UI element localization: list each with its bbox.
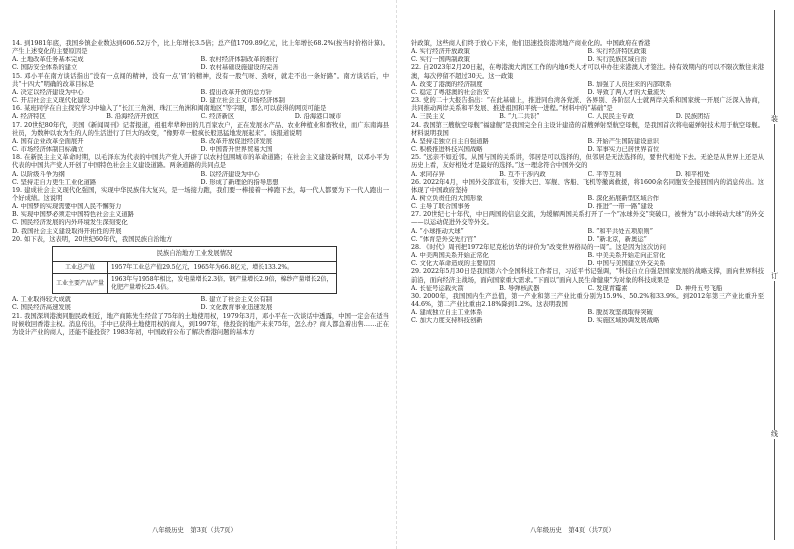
answer-option: D. 导致了两人才的大量流失 bbox=[587, 88, 666, 96]
answer-option: C. 加大力度支持科技创新 bbox=[411, 317, 483, 325]
answer-option: C. 文化大革命造成的主要原因 bbox=[411, 260, 496, 268]
question-block bbox=[411, 154, 764, 178]
option-list bbox=[411, 81, 764, 97]
answer-option: B. 沿海经济开放区 bbox=[106, 113, 159, 121]
answer-option: A. 求同存异 bbox=[411, 170, 445, 178]
answer-option: B. 实现中国梦必须走中国特色社会主义道路 bbox=[12, 211, 134, 219]
question-stem: 25. “远亲不如近邻。从国与国的关系讲，邻居是可以选择的，但邻居是无法选择的，要世代相处下去。无论是从世界上还是从历史上看，友好相处才是最好的选择。”这一理念符合中国外交的 bbox=[411, 154, 764, 170]
page-right bbox=[397, 0, 794, 549]
answer-option: A. 建成独立自主工业体系 bbox=[411, 309, 483, 317]
answer-option: B. 农村经济体制改革的推行 bbox=[200, 56, 279, 64]
answer-option: D. 和平相处 bbox=[675, 170, 710, 178]
table-row-text: 1957年工业总产值29.5亿元，1965年为66.8亿元，增长133.2%。 bbox=[108, 261, 337, 274]
question-stem: 21. 我国深圳港澳同胞民政相近，地产商陈先生经营了75年的土地使用权，1979年3月，邓小平在一次谈话中透露，中国一定会在适当时候收回香港主权。消息传出，手中已获得土地使用权的商人，到1997年，他投资的地产未来75年，怎么办？商人都急着出售……正在为设计产业的商人，还能不能投资？1983年初，中国政府公布了解决香港问题的基本方 bbox=[12, 312, 389, 336]
answer-option: A. 国有企业改革全面展开 bbox=[12, 137, 84, 145]
option-list bbox=[12, 203, 389, 236]
answer-option: B. 提出改革开放的总方针 bbox=[200, 88, 273, 96]
option-list bbox=[12, 89, 389, 105]
question-block bbox=[12, 122, 389, 155]
question-block bbox=[12, 105, 389, 121]
option-list bbox=[411, 228, 764, 244]
answer-option: A. 长征号运载火箭 bbox=[411, 284, 464, 292]
option-list bbox=[411, 171, 764, 179]
answer-option: D. 中国与美国建立外交关系 bbox=[587, 260, 666, 268]
answer-option: B. 深化拓展新型区域合作 bbox=[587, 194, 660, 202]
answer-option: B. 脱贫攻坚战取得突破 bbox=[587, 309, 653, 317]
question-stem: 24. 我国第三艘航空母舰“福建舰”是我国完全自主设计建造的首艘弹射型航空母舰，是我国首次将电磁弹射技术用于航空母舰。材料说明我国 bbox=[411, 121, 764, 137]
answer-option: B. 中美关系开始走向正常化 bbox=[587, 252, 666, 260]
question-block bbox=[12, 154, 389, 187]
answer-option: C. 国防安全体系的建立 bbox=[12, 64, 78, 72]
question-stem: 22. 自2023年2月20日起，在粤港澳大湾区工作的内地6类人才可以申办往来港澳人才签注。持有效期内的可以不限次数往来港澳，每次停留不超过30天。这一政策 bbox=[411, 64, 764, 80]
answer-option: A. 坚持走独立自主自强道路 bbox=[411, 137, 489, 145]
table-industry bbox=[52, 246, 337, 294]
table-caption-row bbox=[53, 246, 337, 261]
answer-option: C. 稳定了粤港澳的社会治安 bbox=[411, 88, 489, 96]
answer-option: B. 加强了人员往来的内部联系 bbox=[587, 80, 672, 88]
answer-option: C. 国民经济发展的内外环境发生深刻变化 bbox=[12, 219, 128, 227]
answer-option: B. 开始产生国防建设意识 bbox=[587, 137, 660, 145]
option-list bbox=[12, 171, 389, 187]
question-block bbox=[411, 268, 764, 292]
question-block bbox=[411, 97, 764, 121]
answer-option: B. “九二共识” bbox=[499, 113, 540, 121]
answer-option: D. 农村基础设施建设的完善 bbox=[200, 64, 279, 72]
answer-option: B. 以经济建设为中心 bbox=[200, 170, 260, 178]
answer-option: C. 发现青霉素 bbox=[587, 284, 628, 292]
question-block bbox=[12, 40, 389, 73]
question-stem: 23. 党的二十大报告指出：“在此基础上，推进同台湾各党派、各界别、各阶层人士就两岸关系和国家统一开展广泛深入协商，共同推动两岸关系和平发展、推进祖国和平统一进程。”材料中的“基础”是 bbox=[411, 97, 764, 113]
binding-mark: 装 bbox=[768, 115, 781, 124]
answer-option: D. 我国社会主义建设取得开拓性的开展 bbox=[12, 227, 122, 235]
answer-option: A. 决定以经济建设为中心 bbox=[12, 88, 84, 96]
answer-option: D. 中国晋升世界贸易大国 bbox=[200, 146, 273, 154]
answer-option: A. 改变了港澳的经济制度 bbox=[411, 80, 483, 88]
answer-option: D. 民族团结 bbox=[675, 113, 710, 121]
question-continuation bbox=[411, 40, 764, 64]
option-list bbox=[411, 113, 764, 121]
question-stem: 17. 20世纪80年代，美国《新闻周刊》记者报道，祖祖辈辈种田的几百家农户，正在发展水产品、农业种植业和畜牧业，而广东南海县社员，为数种以农为生的人的生活进行了巨大的改变，“像野草一般疯长般迅猛地发展起来”。该报道说明 bbox=[12, 121, 389, 137]
binding-line bbox=[763, 10, 787, 540]
question-stem: 20. 如下表，这表明，20世纪60年代，我国民族自治地方 bbox=[12, 235, 173, 243]
answer-option: D. 建立社会主义市场经济体制 bbox=[200, 97, 285, 105]
answer-option: A. 树立负责任的大国形象 bbox=[411, 194, 483, 202]
answer-option: C. 坚持走自力更生工业化道路 bbox=[12, 178, 97, 186]
question-block bbox=[12, 73, 389, 106]
answer-option: C. 市场经济体制目标确立 bbox=[12, 146, 84, 154]
question-stem: 19. 建成社会主义现代化强国，实现中华民族伟大复兴，是一场接力跑，我们要一棒接着一棒跑下去，每一代人都要为下一代人跑出一个好成绩。这说明 bbox=[12, 186, 389, 202]
answer-option: D. 实行民族区域自治 bbox=[587, 56, 647, 64]
question-block bbox=[411, 122, 764, 155]
option-list bbox=[411, 138, 764, 154]
question-stem: 14. 到1981年底，我国乡镇企业数达到606.52万个，比上年增长3.5倍；总产值1709.89亿元，比上年增长68.2%(按当时价格计算)。产生上述变化的主要原因是 bbox=[12, 40, 389, 56]
option-list bbox=[411, 285, 764, 293]
question-stem: 29. 2022年5月30日是我国第六个全国科技工作者日，习近平书记强调，“科技自立自强是国家发展的战略支撑，面向世界科技前沿，面向经济主战场，面向国家重大需求。”下面以“面向人民生命健康”为对象的科技成果是 bbox=[411, 268, 764, 284]
answer-option: A. 以阶级斗争为纲 bbox=[12, 170, 65, 178]
answer-option: C. 国民经济高速发展 bbox=[12, 304, 71, 312]
question-stem: 15. 邓小平在南方谈话指出“没有一点闯的精神，没有一点‘冒’的精神，没有一股气呀、劲呀，就走不出一条好路”。南方谈话后，中共“十四大”明确的改革目标是 bbox=[12, 72, 389, 88]
question-block bbox=[12, 313, 389, 337]
question-block bbox=[12, 187, 389, 236]
answer-option: D. 神舟五号飞船 bbox=[675, 284, 723, 292]
answer-option: B. 改革开放促进经济发展 bbox=[200, 137, 273, 145]
continuation-text: 针政策，这些商人们终于放心下来，他们迅速投资港湾地产商业化的。中国政府在香港 bbox=[411, 40, 651, 47]
footer-right: 八年级历史 第4页（共7页） bbox=[530, 526, 615, 534]
question-block bbox=[411, 179, 764, 212]
answer-option: D. 沿海港口城市 bbox=[294, 113, 342, 121]
answer-option: D. 文化教育事业迅速发展 bbox=[200, 304, 273, 312]
answer-option: A. 中美两国关系开始正常化 bbox=[411, 252, 489, 260]
table-row-label: 工业总产值 bbox=[53, 261, 108, 274]
option-list bbox=[12, 56, 389, 72]
answer-option: C. 积极推进科技兴国战略 bbox=[411, 146, 483, 154]
question-stem: 27. 20世纪七十年代，中日两国的信息交流，为缓解两国关系打开了一个“冰球外交”突破口，被誉为“以小球转动大球”的外交——以运动促进外交等外交。 bbox=[411, 211, 764, 227]
option-list bbox=[12, 296, 389, 312]
binding-mark: 订 bbox=[768, 272, 781, 281]
answer-option: A. 实行经济开放政策 bbox=[411, 48, 470, 56]
answer-option: A. 经济特区 bbox=[12, 113, 46, 121]
answer-option: A. 三民主义 bbox=[411, 113, 445, 121]
question-block bbox=[411, 293, 764, 326]
answer-option: A. 工业取得较大成就 bbox=[12, 296, 71, 304]
question-stem: 18. 在新民主主义革命时期，以毛泽东为代表的中国共产党人开辟了以农村包围城市的革命道路；在社会主义建设新时期，以邓小平为代表的中国共产党人开创了中国特色社会主义建设道路。两条道路的共同点是 bbox=[12, 154, 389, 170]
option-list bbox=[12, 113, 389, 121]
answer-option: B. 互不干涉内政 bbox=[499, 170, 546, 178]
answer-option: D. 实施区域协调发展战略 bbox=[587, 317, 660, 325]
answer-option: A. 土地改革任务基本完成 bbox=[12, 56, 84, 64]
question-block bbox=[411, 211, 764, 244]
question-stem: 16. 某班同学在自主探究学习中输入了“长江三角洲、珠江三角洲和闽南地区”等字眼，那么可以获得的网页可能是 bbox=[12, 105, 327, 113]
option-list bbox=[411, 48, 764, 64]
question-stem: 30. 2000年，我国国内生产总值，第一产业和第三产业比重分别为15.9%、50.2%和33.9%。到2012年第三产业比重升至44.6%，第二产业比重由2.18%降到1.2%。这表明我国 bbox=[411, 292, 764, 308]
option-list bbox=[12, 138, 389, 154]
answer-option: C. 实行一国两制政策 bbox=[411, 56, 470, 64]
option-list bbox=[411, 195, 764, 211]
answer-option: C. 主导了联合国事务 bbox=[411, 203, 470, 211]
answer-option: A. 中国梦的实现需要中国人民不懈努力 bbox=[12, 203, 122, 211]
answer-option: C. 人民民主专政 bbox=[587, 113, 634, 121]
answer-option: A. “小球推动大球” bbox=[411, 227, 464, 235]
footer-left: 八年级历史 第3页（共7页） bbox=[152, 526, 237, 534]
question-stem: 26. 2022年4月，中国外交部宣布，安排大巴、军舰、客船、飞机等撤离救援，将1600余名同胞安全接回国内的消息传出。这体现了中国政府坚持 bbox=[411, 178, 764, 194]
answer-option: C. “体育是外交先行官” bbox=[411, 235, 477, 243]
answer-option: D. “新北京，新奥运” bbox=[587, 235, 647, 243]
table-row-label: 工业主要产品产量 bbox=[53, 274, 108, 294]
answer-option: C. 开启社会主义现代化建设 bbox=[12, 97, 90, 105]
table-row bbox=[53, 274, 337, 294]
answer-option: B. 导弹核武器 bbox=[499, 284, 540, 292]
binding-mark: 线 bbox=[768, 430, 781, 439]
answer-option: C. 平等互利 bbox=[587, 170, 622, 178]
question-block bbox=[12, 236, 389, 313]
answer-option: C. 经济新区 bbox=[200, 113, 235, 121]
answer-option: D. 推进“一带一路”建设 bbox=[587, 203, 654, 211]
question-block bbox=[411, 244, 764, 268]
table-caption: 民族自治地方工业发展情况 bbox=[53, 246, 337, 261]
table-row-text: 1963年与1958年相比，发电量增长2.3倍，钢产量增长2.9倍，棉纱产量增长2倍，化肥产量增长25.4倍。 bbox=[108, 274, 337, 294]
question-stem: 28. 《时代》周刊把1972年尼克松访华的评价为“改变世界格局的一周”。这是因为这次访问 bbox=[411, 243, 666, 251]
question-block bbox=[411, 64, 764, 97]
answer-option: D. 军事实力已居世界首位 bbox=[587, 146, 660, 154]
answer-option: B. 建立了社会主义公有制 bbox=[200, 296, 273, 304]
option-list bbox=[411, 309, 764, 325]
answer-option: B. 实行经济特区政策 bbox=[587, 48, 647, 56]
answer-option: D. 形成了新理论的指导思想 bbox=[200, 178, 279, 186]
option-list bbox=[411, 252, 764, 268]
answer-option: B. “和平共处五项原则” bbox=[587, 227, 653, 235]
table-row bbox=[53, 261, 337, 274]
